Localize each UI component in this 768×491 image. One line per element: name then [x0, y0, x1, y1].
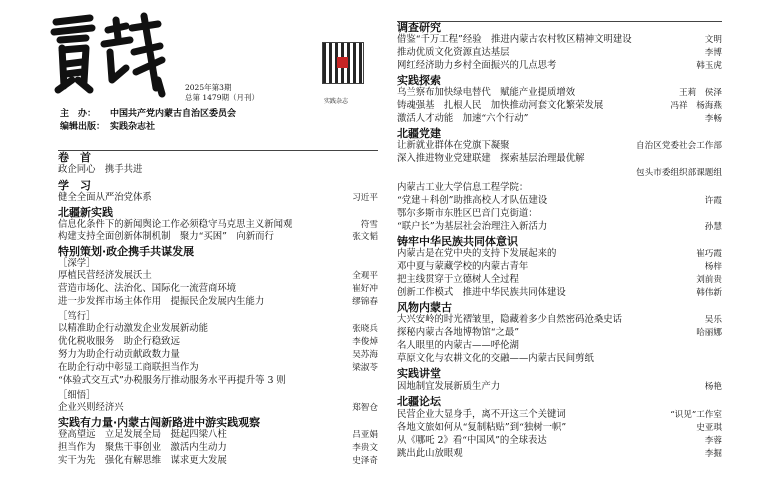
toc-entry[interactable]: 草原文化与农耕文化的交融——内蒙古民间剪纸 — [397, 353, 594, 364]
subsection-label: ［细悟］ — [58, 390, 96, 401]
toc-author: 李蓉 — [704, 436, 722, 446]
toc-entry[interactable]: 以精准助企行动激发企业发展新动能 — [58, 323, 209, 334]
toc-entry[interactable]: 厚植民营经济发展沃土 — [58, 270, 152, 281]
toc-entry[interactable]: 探秘内蒙古各地博物馆“之最” — [397, 327, 520, 338]
issue-total: 总第 1479期（月刊） — [185, 93, 259, 102]
section-heading: 卷 首 — [58, 151, 91, 164]
toc-entry[interactable]: 努力为助企行动贡献政数力量 — [58, 349, 180, 360]
subsection-label: ［笃行］ — [58, 311, 96, 322]
toc-entry[interactable]: 推动优质文化资源直达基层 — [397, 47, 510, 58]
toc-author: 张文韬 — [352, 232, 378, 242]
toc-entry[interactable]: 构建支持全面创新体制机制 聚力“买困” 向新而行 — [58, 231, 274, 242]
toc-author: 哈丽娜 — [696, 328, 722, 338]
toc-entry[interactable]: 网红经济助力乡村全面振兴的几点思考 — [397, 60, 557, 71]
toc-author: 王莉 侯泽 — [679, 88, 722, 98]
toc-author: 梁淑苓 — [352, 363, 378, 373]
section-heading: 调查研究 — [397, 21, 441, 34]
toc-entry[interactable]: 在助企行动中彰显工商联担当作为 — [58, 362, 199, 373]
toc-author: 杨梓 — [704, 262, 722, 272]
toc-entry[interactable]: 政企同心 携手共进 — [58, 164, 143, 175]
toc-entry[interactable]: 让新就业群体在党旗下凝聚 — [397, 140, 510, 151]
toc-author: 冯祥 杨海燕 — [670, 101, 722, 111]
issue-info — [185, 83, 259, 103]
section-heading: 实践有力量·内蒙古闯新路进中游实践观察 — [58, 416, 261, 429]
section-heading: 特别策划·政企携手共谋发展 — [58, 245, 195, 258]
section-heading: 实践讲堂 — [397, 367, 441, 380]
toc-author: 刘前贵 — [696, 275, 722, 285]
section-heading: 北疆论坛 — [397, 395, 441, 408]
toc-entry[interactable]: 各地文旅如何从“复制粘贴”到“独树一帜” — [397, 422, 567, 433]
toc-entry[interactable]: “联户长”为基层社会治理注入新活力 — [397, 221, 548, 232]
toc-entry[interactable]: 企业兴则经济兴 — [58, 402, 124, 413]
toc-entry[interactable]: 信息化条件下的新闻舆论工作必须稳守马克思主义新闻观 — [58, 219, 293, 230]
toc-entry[interactable]: 邓中夏与蒙藏学校的内蒙古青年 — [397, 261, 529, 272]
toc-entry[interactable]: 名人眼里的内蒙古——呼伦湖 — [397, 340, 519, 351]
toc-author: 李俊焯 — [352, 337, 378, 347]
toc-author: 韩玉虎 — [696, 61, 722, 71]
toc-entry[interactable]: 民营企业大显身手，离不开这三个关键词 — [397, 409, 566, 420]
toc-entry[interactable]: 借鉴“千万工程”经验 推进内蒙古农村牧区精神文明建设 — [397, 34, 632, 45]
host-label: 主 办： — [60, 109, 97, 119]
toc-entry[interactable]: 优化税收服务 助企行稳致远 — [58, 336, 180, 347]
toc-entry[interactable]: 营造市场化、法治化、国际化一流营商环境 — [58, 283, 237, 294]
host-value: 中国共产党内蒙古自治区委员会 — [110, 109, 237, 119]
toc-author: 吴乐 — [704, 315, 722, 325]
subsection-label: ［深学］ — [58, 258, 96, 269]
section-heading: 风物内蒙古 — [397, 301, 452, 314]
toc-author: 全观平 — [352, 271, 378, 281]
toc-entry[interactable]: 内蒙古工业大学信息工程学院： — [397, 182, 529, 193]
issue-number: 2025年第3期 — [185, 83, 232, 92]
toc-entry[interactable]: 鄂尔多斯市东胜区巴音门克街道： — [397, 208, 538, 219]
toc-author: 李贵文 — [352, 443, 378, 453]
left-divider — [58, 150, 378, 151]
toc-entry[interactable]: 大兴安岭的时光褶皱里，隐藏着多少自然密码沧桑史话 — [397, 314, 623, 325]
toc-author: 崔好冲 — [352, 284, 378, 294]
toc-entry[interactable]: 健全全面从严治党体系 — [58, 192, 152, 203]
toc-entry[interactable]: 登高望远 立足发展全局 挺起四梁八柱 — [58, 429, 227, 440]
toc-entry[interactable]: 实干为先 强化有解思维 谋求更大发展 — [58, 455, 227, 466]
toc-author: “识见”工作室 — [670, 410, 722, 420]
toc-author: 许霞 — [704, 196, 722, 206]
section-heading: 实践探索 — [397, 74, 441, 87]
right-divider — [397, 21, 722, 22]
toc-author: 韩伟新 — [696, 288, 722, 298]
toc-author: 李畅 — [704, 114, 722, 124]
toc-entry[interactable]: 跳出此山放眼观 — [397, 448, 463, 459]
toc-author: 文明 — [704, 35, 722, 45]
qr-caption: 实践杂志 — [324, 98, 349, 105]
toc-entry[interactable]: 铸魂强基 扎根人民 加快推动河套文化繁荣发展 — [397, 100, 604, 111]
toc-entry[interactable]: 激活人才动能 加速“六个行动” — [397, 113, 529, 124]
toc-author: 符雪 — [360, 220, 378, 230]
toc-entry[interactable]: 把主线贯穿于立德树人全过程 — [397, 274, 519, 285]
toc-entry[interactable]: “党建＋科创”助推高校人才队伍建设 — [397, 195, 548, 206]
toc-author: 李博 — [704, 48, 722, 58]
publication-meta — [60, 108, 236, 134]
toc-author: 孙慧 — [704, 222, 722, 232]
toc-author: 史泽奇 — [352, 456, 378, 466]
toc-author: 包头市委组织部课题组 — [636, 168, 722, 178]
toc-author: 郑智仓 — [352, 403, 378, 413]
toc-entry[interactable]: 乌兰察布加快绿电替代 赋能产业提质增效 — [397, 87, 576, 98]
toc-entry[interactable]: 创新工作模式 推进中华民族共同体建设 — [397, 287, 566, 298]
toc-author: 缪锦春 — [352, 297, 378, 307]
toc-author: 崔巧霞 — [696, 249, 722, 259]
section-heading: 铸牢中华民族共同体意识 — [397, 235, 518, 248]
toc-author: 张晓兵 — [352, 324, 378, 334]
toc-author: 吕亚娟 — [352, 430, 378, 440]
toc-author: 李掘 — [704, 449, 722, 459]
section-heading: 学 习 — [58, 179, 91, 192]
toc-entry[interactable]: 深入推进物业党建联建 探索基层治理最优解 — [397, 153, 585, 164]
toc-author: 史亚琪 — [696, 423, 722, 433]
publisher-label: 编辑出版： — [60, 122, 106, 132]
masthead-logo — [46, 8, 166, 100]
toc-entry[interactable]: 进一步发挥市场主体作用 提振民企发展内生能力 — [58, 296, 265, 307]
qr-code — [322, 42, 364, 84]
toc-entry[interactable]: 内蒙古是在党中央的支持下发展起来的 — [397, 248, 557, 259]
toc-entry[interactable]: 因地制宜发展新质生产力 — [397, 381, 501, 392]
toc-entry[interactable]: 担当作为 聚焦干事创业 激活内生动力 — [58, 442, 227, 453]
toc-author: 杨艳 — [704, 382, 722, 392]
toc-entry[interactable]: “体验式交互式”办税服务厅推动服务水平再提升等 3 则 — [58, 375, 286, 386]
toc-entry[interactable]: 从《哪吒 2》看“中国风”的全球表达 — [397, 435, 547, 446]
section-heading: 北疆新实践 — [58, 206, 113, 219]
toc-author: 习近平 — [352, 193, 378, 203]
toc-author: 吴苏海 — [352, 350, 378, 360]
section-heading: 北疆党建 — [397, 127, 441, 140]
toc-author: 自治区党委社会工作部 — [636, 141, 722, 151]
publisher-value: 实践杂志社 — [110, 122, 156, 132]
